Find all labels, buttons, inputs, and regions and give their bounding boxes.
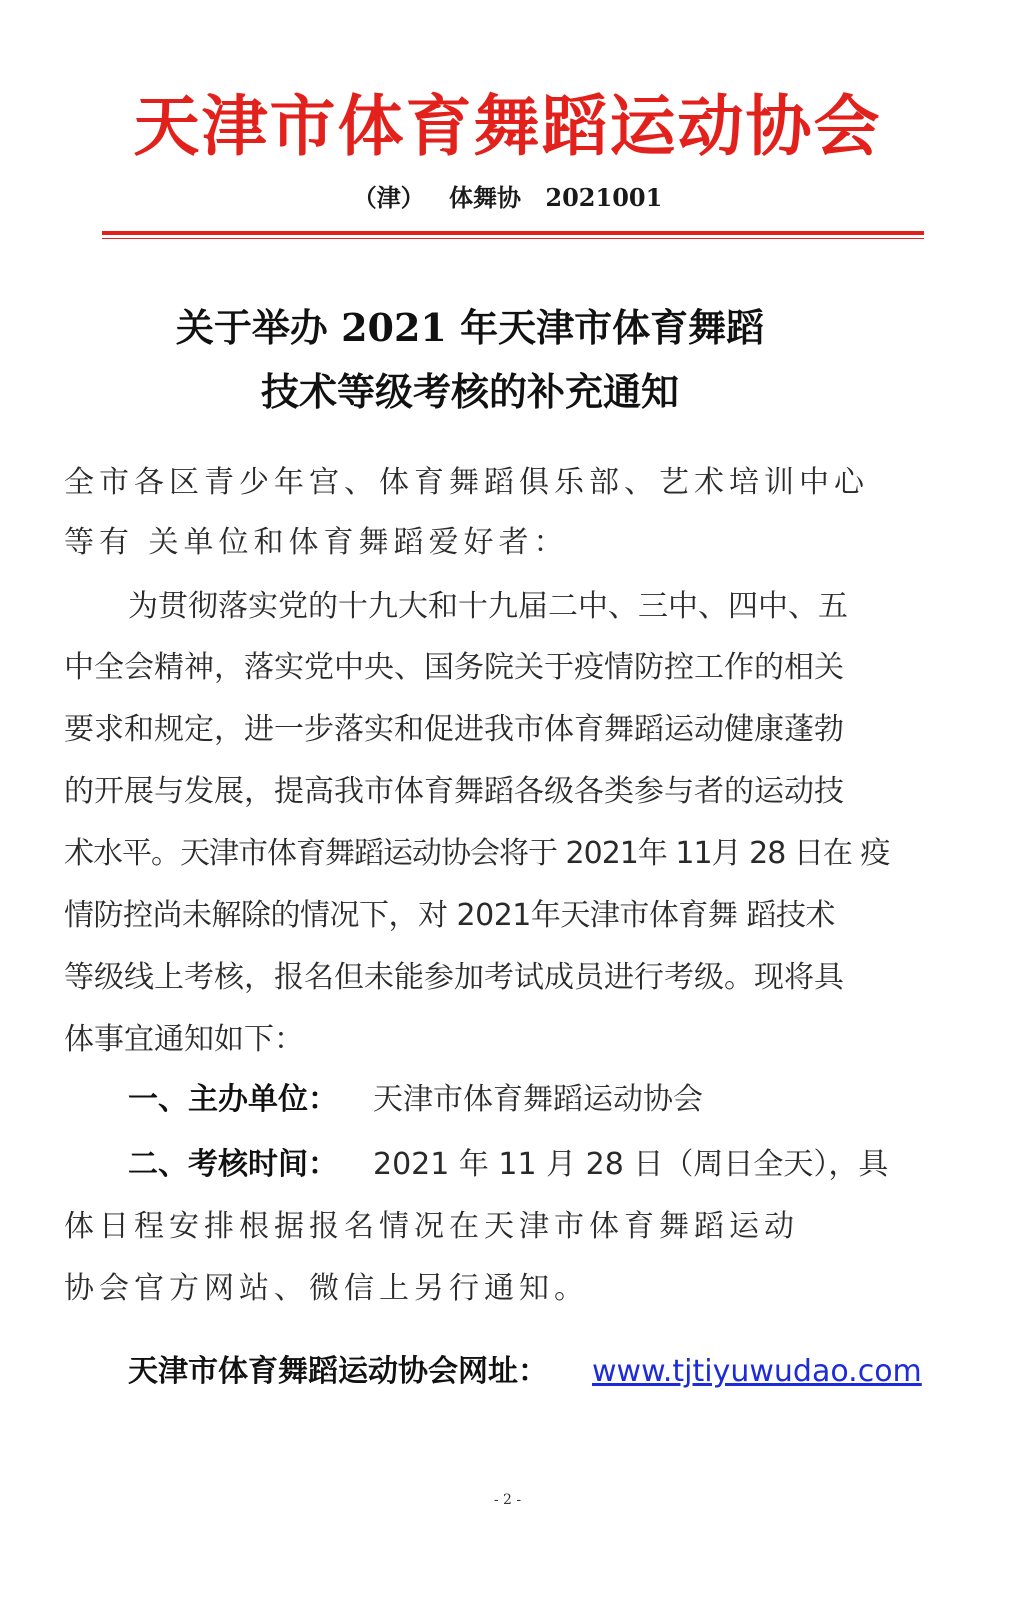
paragraph-line: 等级线上考核，报名但未能参加考试成员进行考级。现将具 [64,960,844,995]
organization-title: 天津市体育舞蹈运动协会 [133,88,882,165]
item-1-label: 一、主办单位： [128,1082,338,1117]
document-number [0,180,1015,216]
salutation-line-2: 等有 关单位和体育舞蹈爱好者： [64,525,569,560]
notice-title-line-2: 技术等级考核的补充通知 [260,369,679,414]
doc-abbreviation: 体舞协 [449,183,522,212]
paragraph-line: 的开展与发展，提高我市体育舞蹈各级各类参与者的运动技 [64,774,844,809]
paragraph-line: 中全会精神，落实党中央、国务院关于疫情防控工作的相关 [64,650,844,685]
paragraph-line: 要求和规定，进一步落实和促进我市体育舞蹈运动健康蓬勃 [64,712,844,747]
page-number: - 2 - [493,1492,522,1508]
salutation-line-1: 全市各区青少年宫、体育舞蹈俱乐部、艺术培训中心 [64,465,869,500]
paragraph-line: 情防控尚未解除的情况下，对 2021年天津市体育舞 蹈技术 [64,898,835,933]
website-label: 天津市体育舞蹈运动协会网址： [128,1354,548,1389]
paragraph-line: 为贯彻落实党的十九大和十九届二中、三中、四中、五 [128,589,848,624]
item-1-value: 天津市体育舞蹈运动协会 [373,1082,703,1117]
item-2-value: 2021 年 11 月 28 日（周日全天），具 [373,1147,889,1182]
paragraph-line: 体事宜通知如下： [64,1022,304,1057]
paragraph-line: 术水平。天津市体育舞蹈运动协会将于 2021年 11月 28 日在 疫 [64,836,890,871]
item-2-label: 二、考核时间： [128,1147,338,1182]
doc-code: 2021001 [545,183,663,212]
item-2-continuation-2: 协会官方网站、微信上另行通知。 [64,1271,589,1306]
header-divider-thick [102,231,924,235]
website-link[interactable]: www.tjtiyuwudao.com [592,1354,922,1389]
notice-title-line-1: 关于举办 2021 年天津市体育舞蹈 [175,305,765,350]
item-2-continuation-1: 体日程安排根据报名情况在天津市体育舞蹈运动 [64,1209,799,1244]
header-divider-thin [102,238,924,239]
doc-prefix: （津） [352,183,425,212]
